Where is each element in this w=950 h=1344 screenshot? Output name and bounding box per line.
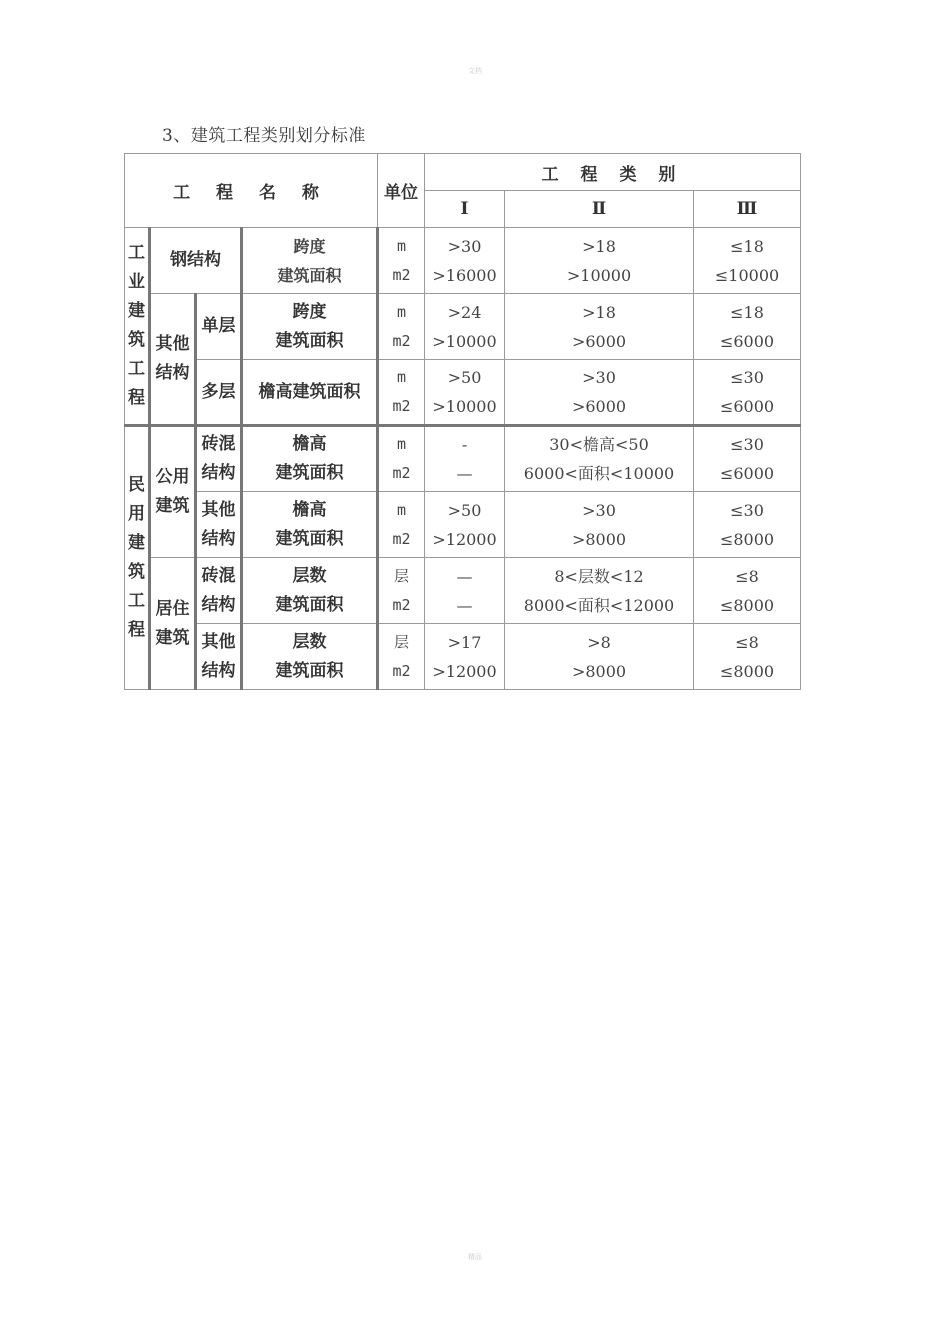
header-project-name: 工 程 名 称 (125, 154, 378, 228)
table-row (125, 558, 801, 624)
page-header-mark: 文档 (468, 67, 482, 75)
residential-other-label: 其他 结构 (196, 624, 242, 690)
steel-items: 跨度 建筑面积 (242, 228, 378, 294)
residential-other-class-1: >17 >12000 (425, 624, 505, 690)
header-project-category: 工 程 类 别 (425, 154, 801, 191)
public-brick-class-1: - — (425, 426, 505, 492)
header-class-2: Ⅱ (505, 191, 694, 228)
public-brick-units: m m2 (378, 426, 425, 492)
single-class-1: >24 >10000 (425, 294, 505, 360)
public-brick-items: 檐高 建筑面积 (242, 426, 378, 492)
public-other-label: 其他 结构 (196, 492, 242, 558)
residential-building-label: 居住 建筑 (150, 558, 196, 690)
residential-brick-class-3: ≤8 ≤8000 (694, 558, 801, 624)
residential-other-items: 层数 建筑面积 (242, 624, 378, 690)
table-row (125, 492, 801, 558)
steel-units: m m2 (378, 228, 425, 294)
industrial-building-label: 工 业 建 筑 工 程 (125, 228, 150, 426)
section-heading: 3、建筑工程类别划分标准 (162, 126, 366, 146)
table-row (125, 294, 801, 360)
residential-other-class-3: ≤8 ≤8000 (694, 624, 801, 690)
steel-structure-label: 钢结构 (150, 228, 242, 294)
table-row (125, 426, 801, 492)
single-storey-label: 单层 (196, 294, 242, 360)
civil-building-label: 民 用 建 筑 工 程 (125, 426, 150, 690)
public-other-class-2: >30 >8000 (505, 492, 694, 558)
page-footer-mark: 精品 (468, 1253, 482, 1261)
header-class-1: Ⅰ (425, 191, 505, 228)
residential-brick-class-1: — — (425, 558, 505, 624)
public-other-units: m m2 (378, 492, 425, 558)
residential-brick-label: 砖混 结构 (196, 558, 242, 624)
table-row (125, 228, 801, 294)
steel-class-1: >30 >16000 (425, 228, 505, 294)
residential-brick-units: 层 m2 (378, 558, 425, 624)
residential-other-class-2: >8 >8000 (505, 624, 694, 690)
header-unit: 单位 (378, 154, 425, 228)
residential-other-units: 层 m2 (378, 624, 425, 690)
multi-class-2: >30 >6000 (505, 360, 694, 426)
single-items: 跨度 建筑面积 (242, 294, 378, 360)
public-other-class-1: >50 >12000 (425, 492, 505, 558)
residential-brick-items: 层数 建筑面积 (242, 558, 378, 624)
single-units: m m2 (378, 294, 425, 360)
public-other-items: 檐高 建筑面积 (242, 492, 378, 558)
header-class-3: Ⅲ (694, 191, 801, 228)
residential-brick-class-2: 8<层数<12 8000<面积<12000 (505, 558, 694, 624)
single-class-2: >18 >6000 (505, 294, 694, 360)
multi-class-3: ≤30 ≤6000 (694, 360, 801, 426)
public-brick-class-2: 30<檐高<50 6000<面积<10000 (505, 426, 694, 492)
multi-storey-label: 多层 (196, 360, 242, 426)
public-brick-label: 砖混 结构 (196, 426, 242, 492)
public-building-label: 公用 建筑 (150, 426, 196, 558)
public-other-class-3: ≤30 ≤8000 (694, 492, 801, 558)
single-class-3: ≤18 ≤6000 (694, 294, 801, 360)
steel-class-3: ≤18 ≤10000 (694, 228, 801, 294)
multi-item: 檐高建筑面积 (242, 360, 378, 426)
table-row (125, 624, 801, 690)
multi-units: m m2 (378, 360, 425, 426)
steel-class-2: >18 >10000 (505, 228, 694, 294)
other-structure-label: 其他 结构 (150, 294, 196, 426)
table-row (125, 360, 801, 426)
building-classification-table (124, 153, 801, 690)
multi-class-1: >50 >10000 (425, 360, 505, 426)
public-brick-class-3: ≤30 ≤6000 (694, 426, 801, 492)
